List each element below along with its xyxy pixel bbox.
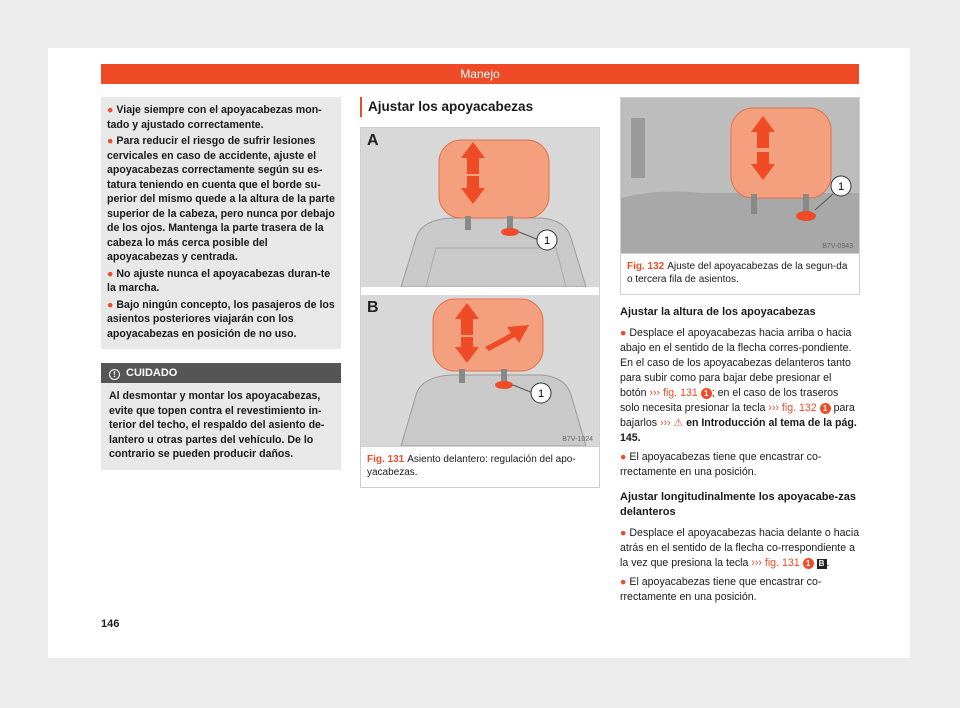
figure-panel-a [361,128,599,287]
rear-headrest-illustration [621,98,859,253]
warning-bullet: ● Viaje siempre con el apoyacabezas mon-tado y ajustado correctamente. [107,104,322,131]
callout-marker: 1 [803,558,814,569]
cuidado-title: CUIDADO [126,367,178,379]
figure-caption [621,253,859,294]
headrest-longitudinal-illustration [361,295,599,446]
figure-ref: Fig. 132 [627,261,665,272]
heading-altura: Ajustar la altura de los apoyacabezas [620,306,816,318]
figure-caption-text: Asiento delantero: regulación del apo-yacabezas. [367,454,576,478]
link-fig-131[interactable]: ››› fig. 131 [649,387,698,399]
figure-marker: 1 [543,235,551,247]
figure-ref: Fig. 131 [367,454,405,465]
column-right [620,97,860,609]
section-title: Ajustar los apoyacabezas [360,97,600,117]
figure-code: B7V-1024 [562,436,593,443]
figure-marker: 1 [537,388,545,400]
warning-bullet: ● No ajuste nunca el apoyacabezas duran-te la marcha. [107,267,331,294]
warning-triangle-icon: ⚠ [673,417,684,429]
cuidado-box [101,363,341,470]
figure-code: B7V-0943 [822,243,853,250]
column-left [101,97,341,470]
headrest-height-illustration [361,128,599,287]
column-middle [360,97,600,488]
paragraph: ● El apoyacabezas tiene que encastrar co-rrectamente en una posición. [620,451,822,478]
paragraph: ● El apoyacabezas tiene que encastrar co-rrectamente en una posición. [620,576,822,603]
warning-bullet: ● Bajo ningún concepto, los pasajeros de los asientos posteriores viajarán con los apoyacabezas en posición de no uso. [107,298,335,340]
figure-panel-b [361,287,599,446]
figure-panel [621,98,859,253]
paragraph: ● Desplace el apoyacabezas hacia delante o hacia atrás en el sentido de la flecha co-rrespondiente a la vez que presiona la tecla ››› fig. 131 1 B . [620,527,860,569]
link-warning[interactable]: ››› [660,417,671,429]
figure-marker: 1 [837,181,845,193]
panel-letter-a: A [367,132,379,149]
link-fig-132[interactable]: ››› fig. 132 [768,402,817,414]
heading-longitudinal: Ajustar longitudinalmente los apoyacabe-zas delanteros [620,491,856,518]
figure-caption [361,446,599,487]
callout-marker: 1 [820,403,831,414]
cuidado-header [101,363,341,383]
figure-caption-text: Ajuste del apoyacabezas de la segun-da o tercera fila de asientos. [627,261,848,285]
paragraph: ● Desplace el apoyacabezas hacia arriba o hacia abajo en el sentido de la flecha corres-pondiente. En el caso de los apoyacabezas delanteros tanto para subir como para bajar debe presionar el botón ››› fig. 131 1 ; en el caso de los traseros solo necesita presionar la tecla ››› fig. 132 1 para bajarlos ››› ⚠ en Introducción al tema de la pág. 145. [620,327,857,444]
warning-bullet: ● Para reducir el riesgo de sufrir lesiones cervicales en caso de accidente, ajuste el apoyacabezas correctamente según su es-tatura teniendo en cuenta que el borde su-perior del mismo quede a la altura de la parte superior de la cabeza, pero nunca por debajo de los ojos. Mantenga la parte trasera de la cabeza lo más cerca posible del apoyacabezas y centrada. [107,135,335,263]
page-number: 146 [101,618,120,630]
callout-marker: 1 [701,388,712,399]
page-header: Manejo [101,64,859,84]
cuidado-text: Al desmontar y montar los apoyacabezas, evite que topen contra el revestimiento in-terior del techo, el respaldo del asiento de-lantero u otras partes del vehículo. De lo contrario se pueden producir daños. [101,383,341,470]
panel-letter-b: B [367,299,379,316]
warning-box [101,97,341,349]
panel-letter-marker: B [817,559,827,569]
figure-132 [620,97,860,295]
figure-131 [360,127,600,488]
exclamation-circle-icon: ! [109,369,120,380]
link-fig-131[interactable]: ››› fig. 131 [751,557,800,569]
